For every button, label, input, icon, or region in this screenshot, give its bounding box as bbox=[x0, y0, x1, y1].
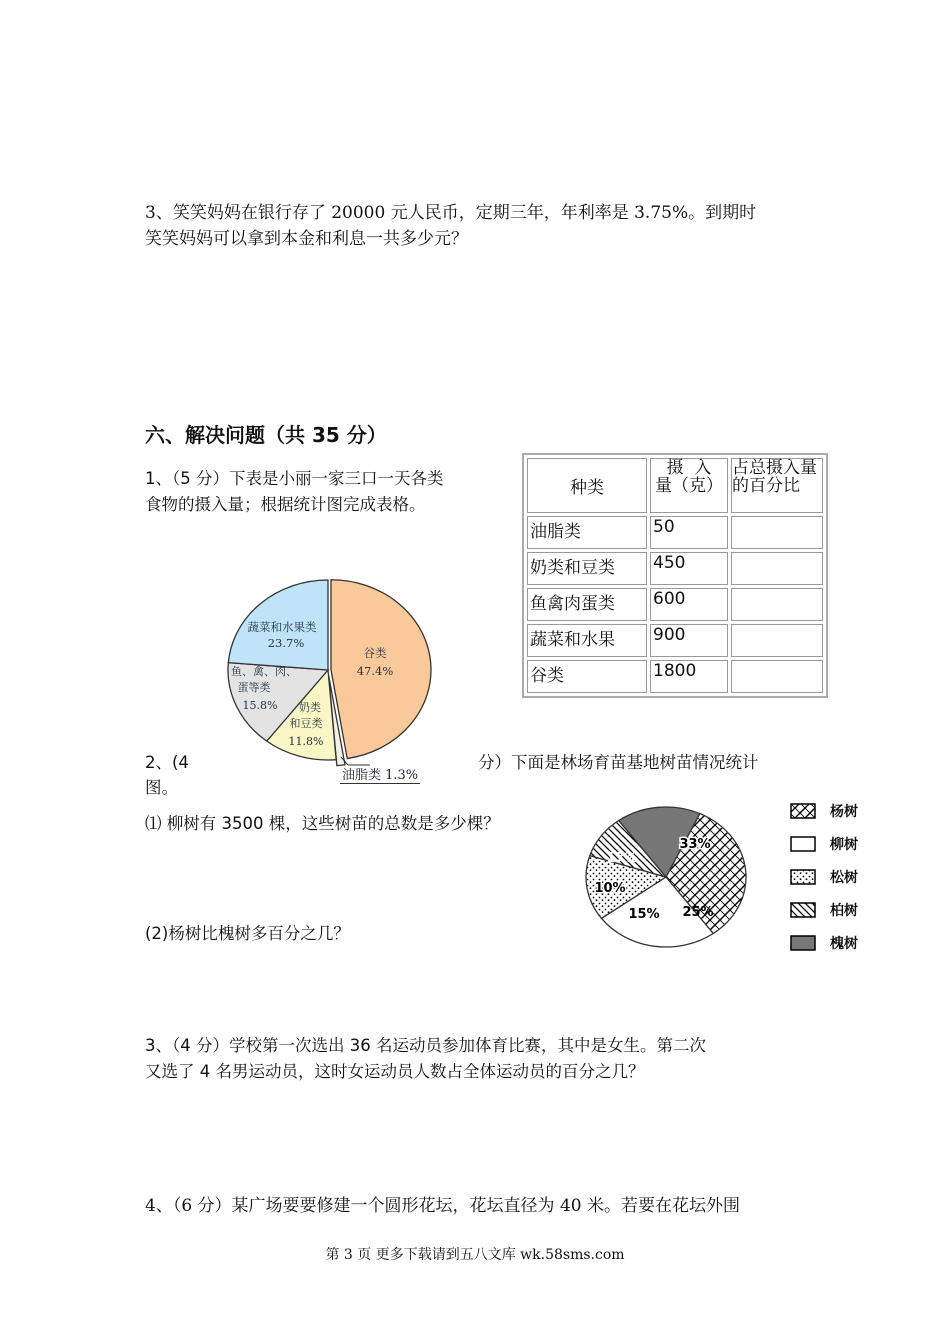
slice-label-huai: 17% bbox=[606, 851, 638, 866]
table-row bbox=[527, 552, 823, 585]
table-cell-percent[interactable] bbox=[731, 624, 823, 657]
slice-label-yang: 33% bbox=[679, 837, 711, 852]
table-cell-grams: 50 bbox=[650, 516, 728, 549]
q4-line1: 4、（6 分）某广场要要修建一个圆形花坛，花坛直径为 40 米。若要在花坛外围 bbox=[145, 1196, 740, 1216]
table-header-percent: 占总摄入量的百分比 bbox=[731, 458, 823, 513]
legend-label: 柳树 bbox=[830, 837, 858, 853]
table-cell-grams: 900 bbox=[650, 624, 728, 657]
prev-q3-line1: 3、笑笑妈妈在银行存了 20000 元人民币，定期三年，年利率是 3.75%。到期时 bbox=[145, 203, 757, 223]
table-header-row bbox=[527, 458, 823, 513]
table-header-amount: 摄 入 量（克） bbox=[650, 458, 728, 513]
slice-label-bai: 10% bbox=[594, 881, 626, 896]
table-header-type: 种类 bbox=[527, 458, 647, 513]
q2-sub2: (2)杨树比槐树多百分之几？ bbox=[145, 924, 350, 943]
table-cell-percent[interactable] bbox=[731, 588, 823, 621]
prev-q3-line2: 笑笑妈妈可以拿到本金和利息一共多少元？ bbox=[145, 229, 468, 249]
milk-label-2: 和豆类 bbox=[289, 717, 323, 730]
table-cell-percent[interactable] bbox=[731, 516, 823, 549]
table-cell-percent[interactable] bbox=[731, 552, 823, 585]
food-pie-chart bbox=[220, 575, 460, 775]
veg-label: 蔬菜和水果类 bbox=[247, 620, 317, 634]
q3-text bbox=[145, 1033, 706, 1085]
q1-line2: 食物的摄入量；根据统计图完成表格。 bbox=[145, 495, 426, 514]
gray-swatch-icon bbox=[790, 935, 816, 951]
grain-pct: 47.4% bbox=[356, 664, 394, 678]
veg-pct: 23.7% bbox=[267, 636, 305, 650]
table-cell-percent[interactable] bbox=[731, 660, 823, 693]
hatch-swatch-icon bbox=[790, 902, 816, 918]
crosshatch-swatch-icon bbox=[790, 803, 816, 819]
legend-label: 槐树 bbox=[830, 936, 858, 952]
table-cell-name: 蔬菜和水果 bbox=[527, 624, 647, 657]
fish-label-2: 蛋等类 bbox=[237, 681, 271, 694]
tree-legend bbox=[790, 800, 880, 960]
legend-item-bai bbox=[790, 899, 858, 921]
legend-label: 松树 bbox=[830, 870, 858, 886]
legend-item-liu bbox=[790, 833, 858, 855]
q1-line1: 1、（5 分）下表是小丽一家三口一天各类 bbox=[145, 469, 444, 488]
slice-label-liu: 25% bbox=[682, 905, 714, 920]
table-cell-grams: 1800 bbox=[650, 660, 728, 693]
legend-label: 柏树 bbox=[830, 903, 858, 919]
q3-line2: 又选了 4 名男运动员，这时女运动员人数占全体运动员的百分之几？ bbox=[145, 1062, 645, 1081]
blank-swatch-icon bbox=[790, 836, 816, 852]
q2-line1-start: 2、(4 bbox=[145, 753, 189, 772]
oil-label: 油脂类 1.3% bbox=[340, 764, 420, 784]
table-cell-grams: 600 bbox=[650, 588, 728, 621]
q1-text bbox=[145, 466, 444, 518]
legend-item-yang bbox=[790, 800, 858, 822]
tree-pie-chart bbox=[580, 800, 755, 955]
page-footer: 第 3 页 更多下载请到五八文库 wk.58sms.com bbox=[325, 1247, 625, 1263]
food-table bbox=[522, 453, 828, 698]
legend-item-huai bbox=[790, 932, 858, 954]
slice-label-song: 15% bbox=[628, 907, 660, 922]
table-cell-name: 奶类和豆类 bbox=[527, 552, 647, 585]
fish-pct: 15.8% bbox=[242, 699, 278, 712]
q3-line1: 3、（4 分）学校第一次选出 36 名运动员参加体育比赛，其中是女生。第二次 bbox=[145, 1036, 706, 1055]
q2-line2: 图。 bbox=[145, 778, 178, 797]
tree-pie-slices bbox=[586, 807, 746, 947]
table-row bbox=[527, 588, 823, 621]
table-cell-grams: 450 bbox=[650, 552, 728, 585]
grain-label: 谷类 bbox=[363, 646, 387, 660]
table-row bbox=[527, 624, 823, 657]
table-cell-name: 谷类 bbox=[527, 660, 647, 693]
table-row bbox=[527, 660, 823, 693]
legend-label: 杨树 bbox=[830, 804, 858, 820]
prev-question-3 bbox=[145, 200, 756, 252]
fish-label-1: 鱼、禽、肉、 bbox=[231, 665, 297, 678]
dots-swatch-icon bbox=[790, 869, 816, 885]
q2-line1-end: 分）下面是林场育苗基地树苗情况统计 bbox=[478, 753, 759, 772]
section-6-title: 六、解决问题（共 35 分） bbox=[145, 423, 387, 447]
table-row bbox=[527, 516, 823, 549]
milk-label-1: 奶类 bbox=[299, 701, 321, 714]
table-cell-name: 油脂类 bbox=[527, 516, 647, 549]
q2-sub1: ⑴ 柳树有 3500 棵，这些树苗的总数是多少棵？ bbox=[145, 814, 500, 833]
table-cell-name: 鱼禽肉蛋类 bbox=[527, 588, 647, 621]
milk-pct: 11.8% bbox=[288, 735, 324, 748]
legend-item-song bbox=[790, 866, 858, 888]
